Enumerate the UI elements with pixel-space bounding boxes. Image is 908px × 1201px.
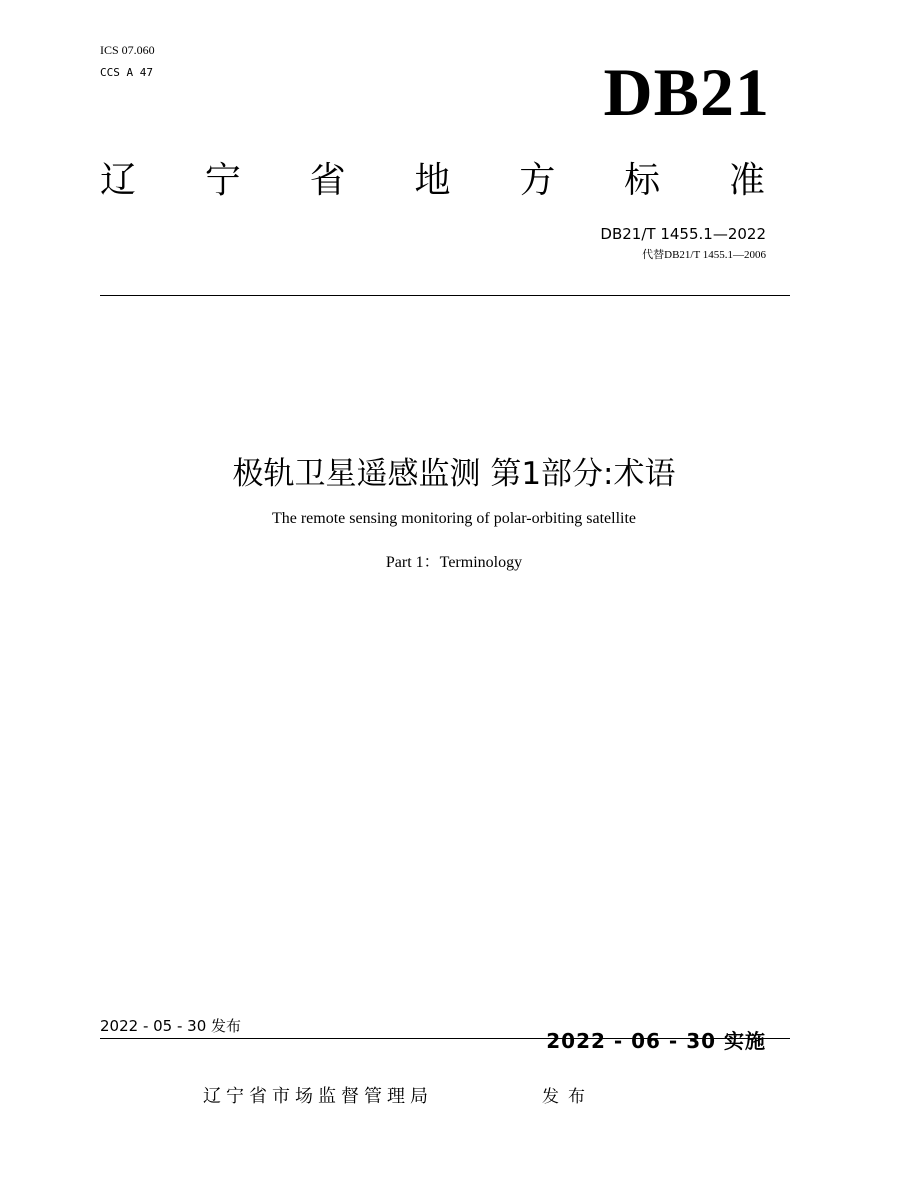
document-part-title: Part 1：Terminology <box>385 554 523 571</box>
ics-code: ICS 07.060 <box>100 43 155 57</box>
standard-type-char: 准 <box>728 160 765 201</box>
header-divider <box>100 295 790 296</box>
footer-divider <box>100 1038 790 1039</box>
issue-label: 发布 <box>542 1087 594 1107</box>
issuing-authority: 辽宁省市场监督管理局 <box>203 1086 433 1107</box>
standard-type-char: 地 <box>414 160 451 201</box>
document-title-english: The remote sensing monitoring of polar-orbiting satellite <box>271 510 637 527</box>
ccs-code: CCS A 47 <box>100 66 153 79</box>
standard-code-logo: DB21 <box>603 54 770 130</box>
document-title-chinese: 极轨卫星遥感监测 第1部分:术语 <box>232 456 676 492</box>
standard-type-char: 方 <box>519 160 556 201</box>
standard-type-char: 宁 <box>204 160 241 201</box>
standard-type-char: 省 <box>309 160 346 201</box>
standard-type-heading <box>100 156 765 206</box>
standard-type-char: 标 <box>624 160 661 201</box>
replaces-standard: 代替DB21/T 1455.1—2006 <box>642 249 766 261</box>
implementation-date: 2022 - 06 - 30 实施 <box>546 1029 766 1053</box>
standard-number: DB21/T 1455.1—2022 <box>600 225 766 243</box>
standard-type-char: 辽 <box>100 160 137 201</box>
issue-date: 2022 - 05 - 30 发布 <box>100 1017 242 1035</box>
